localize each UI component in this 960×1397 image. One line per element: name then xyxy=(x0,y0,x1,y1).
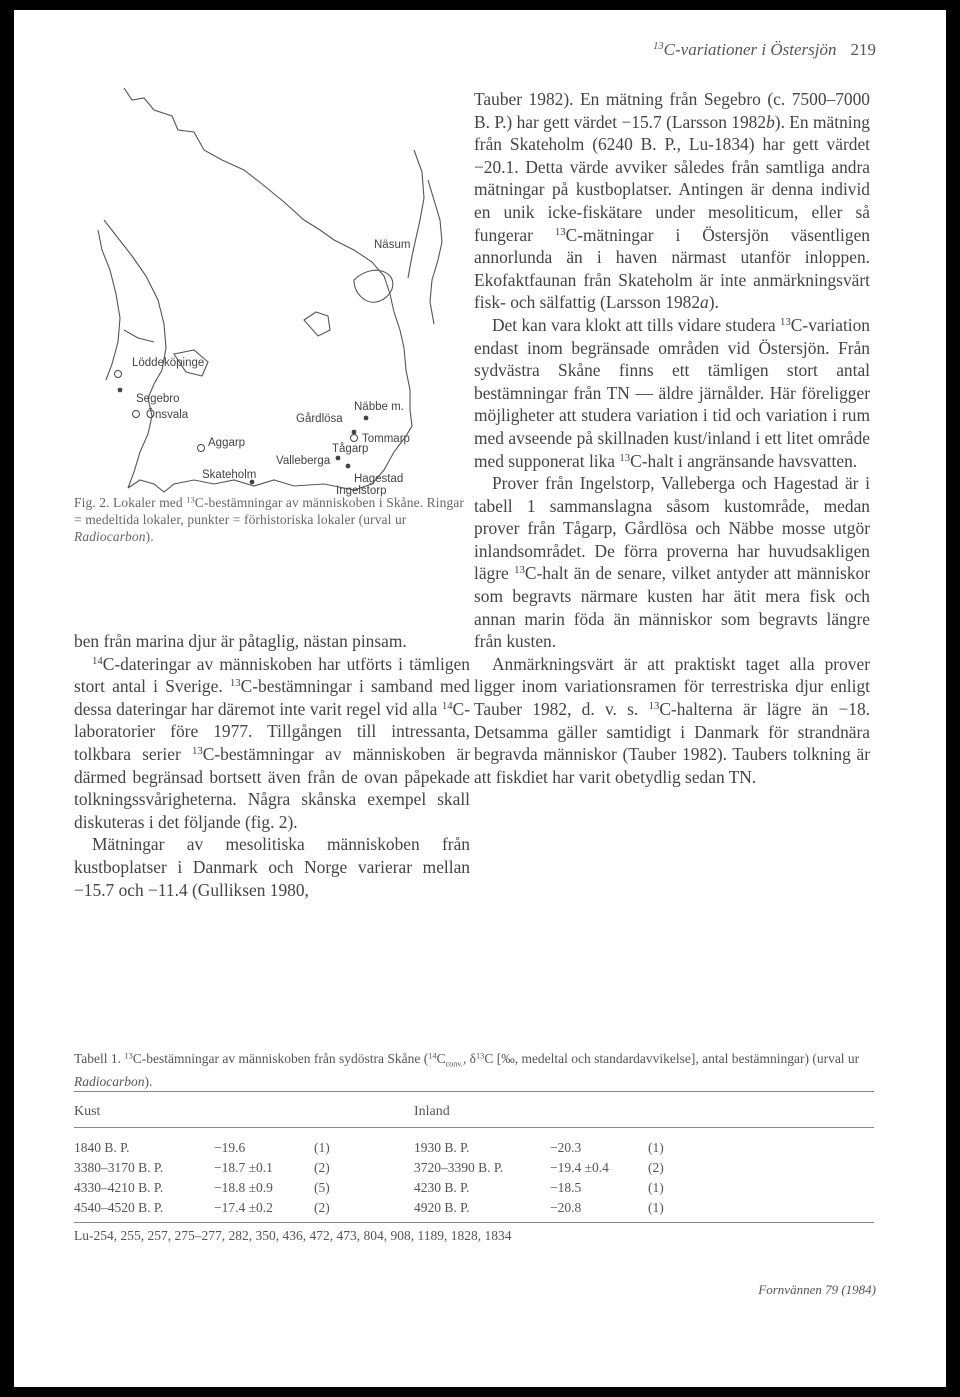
table-cell: (1) xyxy=(648,1200,664,1215)
table-cell: −17.4 ±0.2 xyxy=(214,1200,273,1215)
table-cell: (5) xyxy=(314,1180,330,1195)
table-cell: (2) xyxy=(648,1160,664,1175)
map-label-nasum: Näsum xyxy=(374,239,411,251)
table-header-kust: Kust xyxy=(74,1104,101,1119)
table-cell: (2) xyxy=(314,1200,330,1215)
map-label-segebro: Segebro xyxy=(136,393,180,405)
table-cell: 1840 B. P. xyxy=(74,1140,130,1155)
map-label-ingelstorp: Ingelstorp xyxy=(336,485,387,497)
figure-caption: Fig. 2. Lokaler med $^{13}$C-bestämningar av människoben i Skåne. Ringar = medeltida lokaler, punkter = förhistoriska lokaler (urval ur Radiocarbon). xyxy=(74,495,464,544)
table-cell: 4540–4520 B. P. xyxy=(74,1200,164,1215)
map-figure xyxy=(54,80,484,500)
right-column xyxy=(474,88,870,788)
map-label-tommarp: Tommarp xyxy=(362,433,410,445)
table-cell: 4920 B. P. xyxy=(414,1200,470,1215)
table-caption: Tabell 1. $^{13}$C-bestämningar av människoben från sydöstra Skåne ($^{14}C_{conv.}$, $\delta^{13}C$ [‰, medeltal och standardavvikelse], antal bestämningar) (urval ur Radiocarbon). xyxy=(74,1051,860,1089)
paragraph: $^{14}$C-dateringar av människoben har utförts i tämligen stort antal i Sverige. $^{13}$C-bestämningar i samband med dessa dateringar har däremot inte varit regel vid alla $^{14}$C-laboratorier före 1977. Tillgången till intressanta, tolkbara serier $^{13}$C-bestämningar av människoben är därmed begränsad bortsett även från de ovan påpekade tolkningssvårigheterna. Några skånska exempel skall diskuteras i det följande (fig. 2). xyxy=(74,653,471,832)
table-cell: −18.8 ±0.9 xyxy=(214,1180,273,1195)
paragraph: Anmärkningsvärt är att praktiskt taget alla prover ligger inom variationsramen för terrestriska djur enligt Tauber 1982, d. v. s. $^{13}$C-halterna är lägre än −18. Detsamma gäller samtidigt i Danmark för strandnära begravda människor (Tauber 1982). Taubers tolkning är att fiskdiet har varit obetydlig sedan TN. xyxy=(474,653,871,787)
left-column xyxy=(74,630,470,901)
map-label-skateholm: Skateholm xyxy=(202,469,257,481)
page-number: 219 xyxy=(850,40,876,59)
table-cell: 4330–4210 B. P. xyxy=(74,1180,164,1195)
table-cell: 3720–3390 B. P. xyxy=(414,1160,504,1175)
table-cell: (1) xyxy=(648,1140,664,1155)
table-cell: −19.4 ±0.4 xyxy=(550,1160,609,1175)
table-cell: 1930 B. P. xyxy=(414,1140,470,1155)
map-label-hagestad: Hagestad xyxy=(354,473,404,485)
table-rule-header xyxy=(74,1127,874,1128)
table-cell: 4230 B. P. xyxy=(414,1180,470,1195)
table-references: Lu-254, 255, 257, 275–277, 282, 350, 436, 472, 473, 804, 908, 1189, 1828, 1834 xyxy=(74,1228,512,1243)
paragraph: Det kan vara klokt att tills vidare studera $^{13}$C-variation endast inom begränsade områden vid Östersjön. Från sydvästra Skåne finns ett tämligen stort antal bestämningar från TN — äldre järnålder. Här föreligger möjligheter att studera variation i tid och variation i rum med avseende på skillnaden kust/inland i ett litet område med supponerat lika $^{13}$C-halt i angränsande havsvatten. xyxy=(474,314,870,471)
table-cell: −18.5 xyxy=(550,1180,582,1195)
table-cell: (1) xyxy=(648,1180,664,1195)
table-cell: (2) xyxy=(314,1160,330,1175)
table-cell: −19.6 xyxy=(214,1140,246,1155)
map-label-gardlosa: Gårdlösa xyxy=(296,413,343,425)
map-label-tagarp: Tågarp xyxy=(332,443,369,455)
map-label-valleberga: Valleberga xyxy=(276,455,331,467)
map-label-onsvala: Önsvala xyxy=(146,409,189,421)
map-label-aggarp: Aggarp xyxy=(208,437,246,449)
table-cell: −20.3 xyxy=(550,1140,582,1155)
table-rule-bottom xyxy=(74,1222,874,1223)
table-cell: (1) xyxy=(314,1140,330,1155)
paragraph: Tauber 1982). En mätning från Segebro (c. 7500–7000 B. P.) har gett värdet −15.7 (Larsson 1982b). En mätning från Skateholm (6240 B. P., Lu-1834) har gett värdet −20.1. Detta värde avviker således från samtliga andra mätningar på kustboplatser. Antingen är denna individ en unik icke-fiskätare under mesoliticum, eller så fungerar $^{13}$C-mätningar i Östersjön väsentligen annorlunda än i haven närmast utanför inloppen. Ekofaktfaunan från Skateholm är inte anmärkningsvärt fisk- och sälfattig (Larsson 1982a). xyxy=(474,89,870,313)
paragraph: Mätningar av mesolitiska människoben från kustboplatser i Danmark och Norge varierar mellan −15.7 och −11.4 (Gulliksen 1980, xyxy=(74,834,470,900)
table-cell: −18.7 ±0.1 xyxy=(214,1160,273,1175)
map-label-loddekopinge: Löddeköpinge xyxy=(132,357,205,369)
running-header xyxy=(614,40,876,60)
map-label-nabbe: Näbbe m. xyxy=(354,401,404,413)
table-rule-top xyxy=(74,1091,874,1092)
table-cell: 3380–3170 B. P. xyxy=(74,1160,164,1175)
journal-footer: Fornvännen 79 (1984) xyxy=(758,1282,876,1297)
paragraph: ben från marina djur är påtaglig, nästan pinsam. xyxy=(74,631,407,651)
paragraph: Prover från Ingelstorp, Valleberga och Hagestad är i tabell 1 sammanslagna såsom kustområde, medan prover från Tågarp, Gårdlösa och Näbbe mosse utgör inlandsområdet. De förra proverna har huvudsakligen lägre $^{13}$C-halt än de senare, vilket antyder att människor som begravts närmare kusten har ätit mera fisk och annan marin föda än människor som begravts längre från kusten. xyxy=(474,473,870,652)
page xyxy=(14,10,946,1387)
table-cell: −20.8 xyxy=(550,1200,582,1215)
running-title: $^{13}$C-variationer i Östersjön xyxy=(653,40,837,59)
table-header-inland: Inland xyxy=(414,1104,450,1119)
